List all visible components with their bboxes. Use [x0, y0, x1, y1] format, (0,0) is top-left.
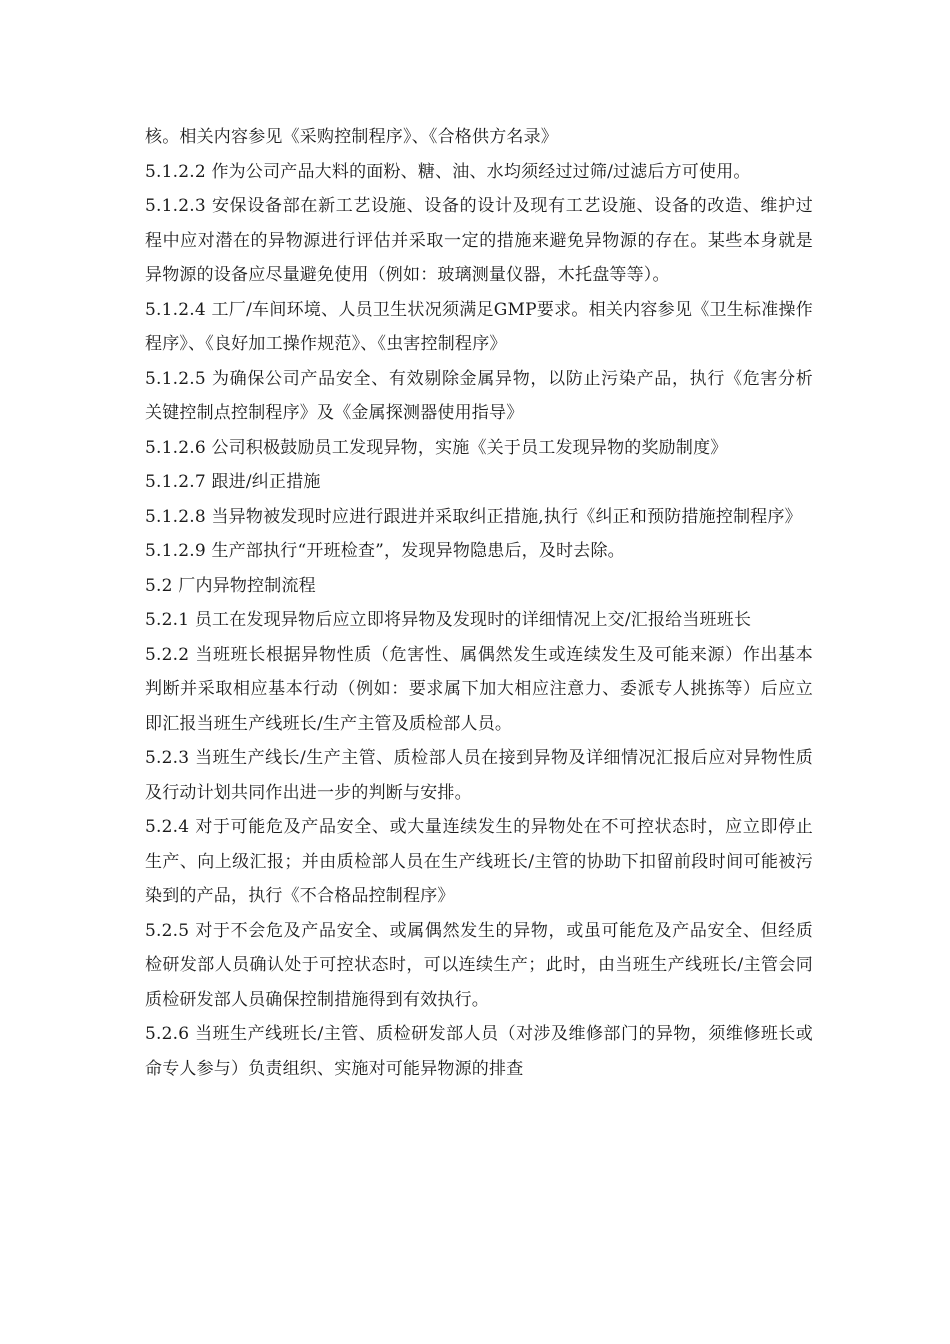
paragraph: 5.1.2.6 公司积极鼓励员工发现异物，实施《关于员工发现异物的奖励制度》 — [145, 437, 728, 458]
paragraph: 5.2.4 对于可能危及产品安全、或大量连续发生的异物处在不可控状态时，应立即停止生产、向上级汇报；并由质检部人员在生产线班长/主管的协助下扣留前段时间可能被污染到的产品，执行《不合格品控制程序》 — [145, 817, 813, 906]
paragraph: 5.2.1 员工在发现异物后应立即将异物及发现时的详细情况上交/汇报给当班班长 — [145, 610, 752, 630]
paragraph: 5.1.2.5 为确保公司产品安全、有效剔除金属异物，以防止污染产品，执行《危害分析关键控制点控制程序》及《金属探测器使用指导》 — [145, 368, 813, 423]
paragraph: 核。相关内容参见《采购控制程序》、《合格供方名录》 — [145, 127, 558, 147]
paragraph: 5.2.2 当班班长根据异物性质（危害性、属偶然发生或连续发生及可能来源）作出基本判断并采取相应基本行动（例如：要求属下加大相应注意力、委派专人挑拣等）后应立即汇报当班生产线班长/生产主管及质检部人员。 — [145, 644, 813, 734]
paragraph: 5.2.5 对于不会危及产品安全、或属偶然发生的异物，或虽可能危及产品安全、但经质检研发部人员确认处于可控状态时，可以连续生产；此时，由当班生产线班长/主管会同质检研发部人员确保控制措施得到有效执行。 — [145, 920, 813, 1010]
document-body — [145, 120, 813, 1086]
paragraph: 5.1.2.8 当异物被发现时应进行跟进并采取纠正措施,执行《纠正和预防措施控制程序》 — [145, 506, 802, 527]
paragraph: 5.1.2.3 安保设备部在新工艺设施、设备的设计及现有工艺设施、设备的改造、维护过程中应对潜在的异物源进行评估并采取一定的措施来避免异物源的存在。某些本身就是异物源的设备应尽量避免使用（例如：玻璃测量仪器，木托盘等等）。 — [145, 196, 813, 285]
paragraph: 5.1.2.2 作为公司产品大料的面粉、糖、油、水均须经过过筛/过滤后方可使用。 — [145, 161, 751, 182]
paragraph: 5.1.2.7 跟进/纠正措施 — [145, 472, 321, 492]
paragraph: 5.1.2.9 生产部执行“开班检查”，发现异物隐患后，及时去除。 — [145, 541, 625, 561]
section-heading: 5.2 厂内异物控制流程 — [145, 575, 316, 596]
paragraph: 5.2.6 当班生产线班长/主管、质检研发部人员（对涉及维修部门的异物，须维修班长或命专人参与）负责组织、实施对可能异物源的排查 — [145, 1024, 813, 1079]
paragraph: 5.2.3 当班生产线长/生产主管、质检部人员在接到异物及详细情况汇报后应对异物性质及行动计划共同作出进一步的判断与安排。 — [145, 748, 813, 803]
paragraph: 5.1.2.4 工厂/车间环境、人员卫生状况须满足GMP要求。相关内容参见《卫生标准操作程序》、《良好加工操作规范》、《虫害控制程序》 — [145, 299, 813, 354]
